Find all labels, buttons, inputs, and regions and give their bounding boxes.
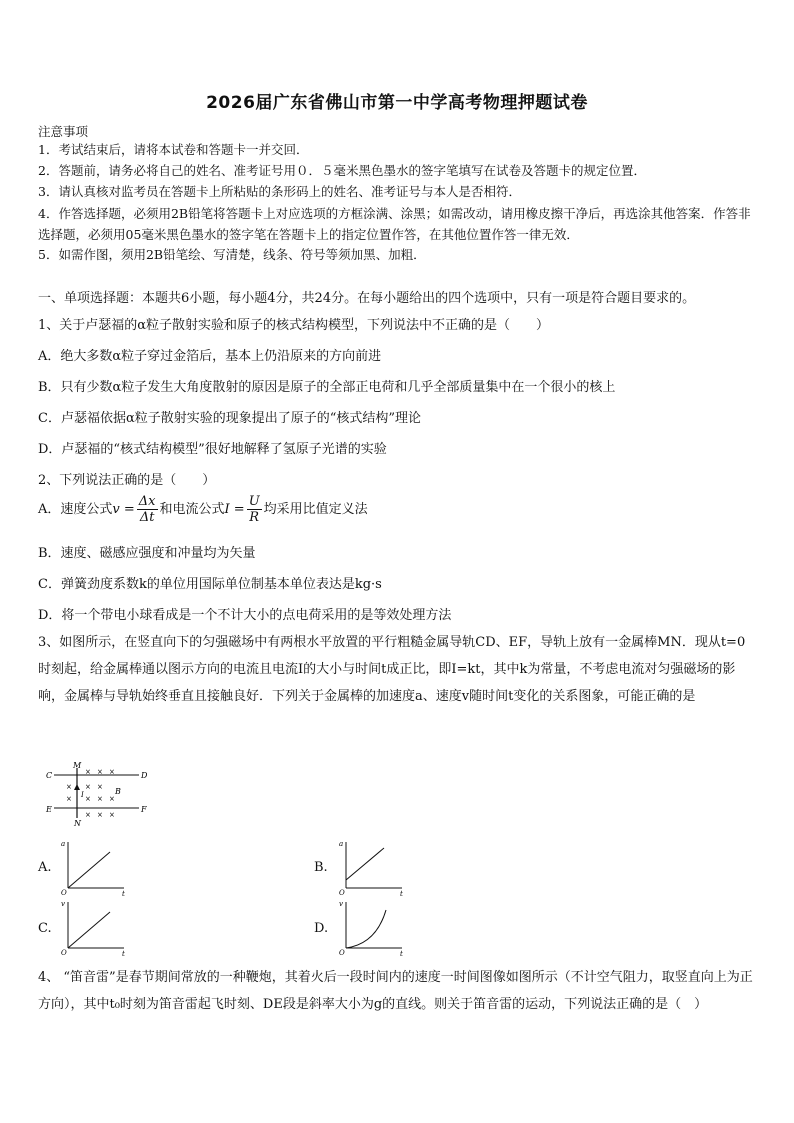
magnetic-field-crosses [66,768,115,819]
origin-label: O [339,949,345,956]
label-c: C [46,771,53,780]
graph-option-d [338,898,408,956]
graph-curve [346,910,386,948]
graph-option-b [338,838,408,896]
label-e: E [46,805,52,814]
label-f: F [141,805,147,814]
question-2-option-a [38,494,368,525]
cross-icon: × [85,795,91,803]
question-2-stem: 2、下列说法正确的是（ ） [38,473,216,488]
option-a-middle: 和电流公式 [159,502,225,517]
fraction-numerator: U [248,494,260,509]
graph-curve [68,912,110,948]
cross-icon: × [85,783,91,791]
y-axis-label: a [339,840,344,848]
label-i: I [81,791,84,799]
question-1-stem: 1、关于卢瑟福的α粒子散射实验和原子的核式结构模型，下列说法中不正确的是（ ） [38,318,550,333]
graph-curve [346,848,384,880]
origin-label: O [339,889,345,896]
q3-option-b-label: B. [314,860,328,875]
cross-icon: × [66,795,72,803]
y-axis-label: v [339,900,343,908]
graph-curve [68,852,110,888]
cross-icon: × [97,783,103,791]
label-n: N [74,819,81,828]
label-m: M [73,761,82,770]
cross-icon: × [85,811,91,819]
question-1-option-b: B．只有少数α粒子发生大角度散射的原因是原子的全部正电荷和几乎全部质量集中在一个很小的核上 [38,380,616,395]
current-fraction [247,494,262,525]
q3-option-c-label: C. [38,921,52,936]
velocity-symbol: v = [112,502,135,517]
option-a-prefix: A．速度公式 [38,502,113,517]
question-4-stem: 4、 “笛音雷”是春节期间常放的一种鞭炮，其着火后一段时间内的速度一时间图像如图所示（不计空气阻力，取竖直向上为正方向），其中t₀时刻为笛音雷起飞时刻、DE段是斜率大小为g的直线。则关于笛音雷的运动，下列说法正确的是（ ） [38,970,753,1012]
question-3-stem: 3、如图所示，在竖直向下的匀强磁场中有两根水平放置的平行粗糙金属导轨CD、EF，导轨上放有一金属棒MN．现从t=0时刻起，给金属棒通以图示方向的电流且电流I的大小与时间t成正比，即I=kt，其中k为常量，不考虑电流对匀强磁场的影响，金属棒与导轨始终垂直且接触良好．下列关于金属棒的加速度a、速度v随时间t变化的关系图象，可能正确的是 [38,635,746,704]
cross-icon: × [109,811,115,819]
x-axis-label: t [400,950,403,956]
cross-icon: × [97,795,103,803]
graph-option-c [60,898,130,956]
question-1-option-a: A．绝大多数α粒子穿过金箔后，基本上仍沿原来的方向前进 [38,349,382,364]
graph-option-a [60,838,130,896]
origin-label: O [61,949,67,956]
fraction-numerator: Δx [138,494,156,509]
current-arrow-icon [74,784,80,790]
x-axis-label: t [122,890,125,896]
y-axis-label: a [61,840,66,848]
velocity-fraction [137,494,158,525]
label-d: D [141,771,148,780]
q3-option-d-label: D. [314,921,329,936]
x-axis-label: t [400,890,403,896]
label-b: B [115,787,121,796]
notice-heading: 注意事项 [38,124,89,139]
notice-item-3: 3．请认真核对监考员在答题卡上所粘贴的条形码上的姓名、准考证号与本人是否相符． [38,184,521,199]
question-1-option-d: D．卢瑟福的“核式结构模型”很好地解释了氢原子光谱的实验 [38,442,387,457]
question-2-option-b: B．速度、磁感应强度和冲量均为矢量 [38,546,256,561]
fraction-denominator: R [249,510,260,525]
current-symbol: I = [224,502,245,517]
rail-figure [44,760,154,830]
notice-item-2: 2．答题前，请务必将自己的姓名、准考证号用０．５毫米黑色墨水的签字笔填写在试卷及答题卡的规定位置． [38,163,646,178]
y-axis-label: v [61,900,65,908]
cross-icon: × [85,768,91,776]
section-heading: 一、单项选择题：本题共6小题，每小题4分，共24分。在每小题给出的四个选项中，只有一项是符合题目要求的。 [38,291,696,306]
cross-icon: × [109,768,115,776]
cross-icon: × [66,783,72,791]
page-title: 2026届广东省佛山市第一中学高考物理押题试卷 [206,93,588,113]
cross-icon: × [109,795,115,803]
origin-label: O [61,889,67,896]
q3-option-a-label: A. [38,860,52,875]
notice-item-5: 5．如需作图，须用2B铅笔绘、写清楚，线条、符号等须加黑、加粗． [38,247,426,262]
cross-icon: × [97,768,103,776]
x-axis-label: t [122,950,125,956]
cross-icon: × [97,811,103,819]
notice-item-4: 4．作答选择题，必须用2B铅笔将答题卡上对应选项的方框涂满、涂黑；如需改动，请用橡皮擦干净后，再选涂其他答案．作答非选择题，必须用05毫米黑色墨水的签字笔在答题卡上的指定位置作答，在其他位置作答一律无效． [38,206,751,242]
option-a-suffix: 均采用比值定义法 [263,502,368,517]
question-1-option-c: C．卢瑟福依据α粒子散射实验的现象提出了原子的“核式结构”理论 [38,411,422,426]
question-2-option-d: D．将一个带电小球看成是一个不计大小的点电荷采用的是等效处理方法 [38,608,452,623]
question-2-option-c: C．弹簧劲度系数k的单位用国际单位制基本单位表达是kg·s [38,577,382,592]
notice-item-1: 1．考试结束后，请将本试卷和答题卡一并交回． [38,142,309,157]
fraction-denominator: Δt [139,510,155,525]
